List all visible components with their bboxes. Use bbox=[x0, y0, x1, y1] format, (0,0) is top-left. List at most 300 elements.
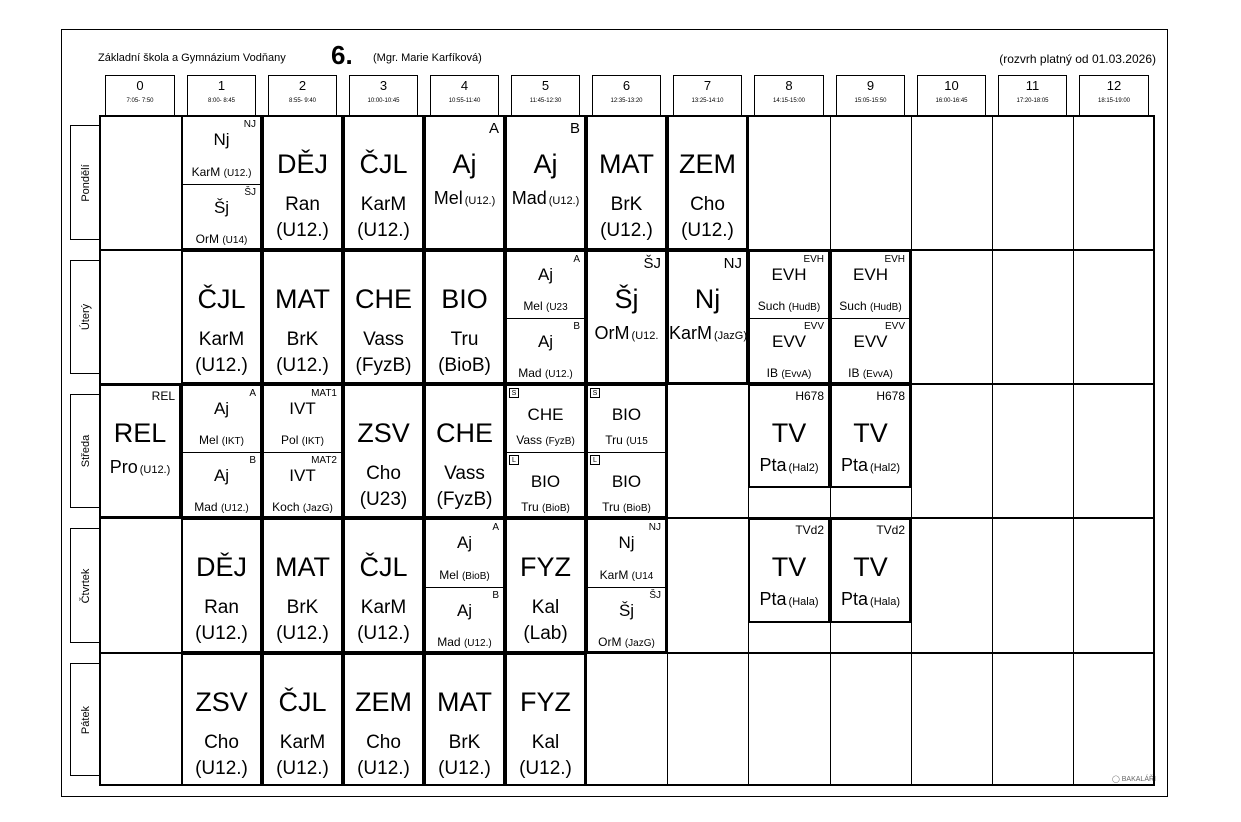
subject: Aj bbox=[213, 466, 230, 485]
room: (BioB) bbox=[542, 503, 570, 514]
room: (U12.) bbox=[519, 758, 572, 779]
lesson-cell[interactable] bbox=[262, 653, 343, 786]
room: (U12.) bbox=[223, 167, 252, 179]
day-name: Úterý bbox=[79, 303, 92, 331]
subject: ZEM bbox=[355, 687, 412, 717]
period-header-10 bbox=[917, 75, 986, 115]
lesson-cell[interactable] bbox=[505, 250, 586, 384]
group-label: TVd2 bbox=[876, 523, 905, 537]
group-label: ŠJ bbox=[244, 186, 256, 198]
group-label: H678 bbox=[795, 389, 824, 403]
lesson-half-top[interactable] bbox=[264, 386, 341, 453]
group-label: A bbox=[573, 254, 580, 265]
lesson-cell[interactable] bbox=[424, 653, 505, 786]
period-header-6 bbox=[592, 75, 661, 115]
period-number: 7 bbox=[703, 78, 712, 93]
teacher: Such bbox=[839, 299, 867, 313]
subject: FYZ bbox=[520, 687, 571, 717]
period-time: 7:05- 7:50 bbox=[126, 98, 154, 104]
lesson-cell[interactable] bbox=[586, 115, 667, 250]
period-number: 4 bbox=[460, 78, 469, 93]
period-number: 10 bbox=[944, 78, 959, 93]
subject: Šj bbox=[614, 284, 639, 314]
period-header-2 bbox=[268, 75, 337, 115]
room: (U12. bbox=[631, 330, 659, 342]
lesson-cell[interactable] bbox=[262, 250, 343, 384]
room: (BioB) bbox=[461, 570, 490, 582]
day-name: Pátek bbox=[79, 705, 92, 734]
grid-vline bbox=[1073, 115, 1074, 786]
grid-vline bbox=[911, 115, 912, 786]
period-number: 3 bbox=[379, 78, 388, 93]
day-name: Čtvrtek bbox=[79, 568, 92, 603]
teacher: OrM bbox=[598, 635, 622, 649]
subject: CHE bbox=[354, 284, 412, 314]
room: (BioB) bbox=[438, 355, 491, 376]
lesson-cell[interactable] bbox=[343, 653, 424, 786]
lesson-cell[interactable] bbox=[586, 250, 667, 384]
subject: TV bbox=[771, 552, 807, 582]
subject: TV bbox=[771, 418, 807, 448]
room: (U12.) bbox=[600, 220, 653, 241]
room: (U14) bbox=[222, 235, 248, 246]
lesson-cell[interactable] bbox=[99, 384, 181, 518]
group-label: A bbox=[488, 120, 499, 137]
period-header-4 bbox=[430, 75, 499, 115]
teacher: Mad bbox=[511, 188, 547, 208]
teacher: Kal bbox=[531, 732, 560, 753]
lesson-half-bot[interactable] bbox=[183, 185, 260, 253]
lesson-half-bot[interactable] bbox=[750, 319, 828, 386]
group-label: EVV bbox=[884, 321, 905, 332]
day-name: Středa bbox=[79, 434, 92, 468]
teacher: KarM bbox=[599, 567, 629, 582]
room: (U12.) bbox=[276, 758, 329, 779]
teacher: Such bbox=[757, 299, 786, 313]
subject: Nj bbox=[213, 130, 230, 149]
lesson-half-top[interactable] bbox=[426, 520, 503, 588]
teacher: KarM bbox=[279, 732, 326, 753]
period-time: 13:25-14:10 bbox=[691, 98, 724, 104]
subject: Aj bbox=[537, 332, 554, 351]
lesson-half-top[interactable] bbox=[750, 252, 828, 319]
room: (IKT) bbox=[221, 436, 244, 447]
group-label: B bbox=[492, 589, 499, 601]
room: (U12.) bbox=[276, 623, 329, 644]
teacher-room bbox=[588, 324, 665, 342]
teacher: Pta bbox=[759, 589, 787, 609]
bakalari-logo: ◯ BAKALÁŘI bbox=[1111, 776, 1156, 783]
period-header-0 bbox=[105, 75, 175, 115]
teacher-room bbox=[588, 569, 665, 582]
teacher-room bbox=[832, 590, 909, 608]
teacher: Pta bbox=[759, 455, 787, 475]
subject: BIO bbox=[611, 472, 642, 491]
subject: CHE bbox=[527, 405, 564, 424]
period-time: 14:15-15:00 bbox=[772, 98, 806, 104]
room: (U12.) bbox=[548, 195, 580, 207]
subject: MAT bbox=[599, 149, 654, 179]
group-label: A bbox=[249, 388, 256, 399]
teacher: BrK bbox=[610, 194, 643, 215]
subject: MAT bbox=[275, 284, 330, 314]
room: (Hala) bbox=[870, 596, 900, 608]
period-number: 8 bbox=[785, 78, 793, 93]
period-time: 18:15-19:00 bbox=[1097, 98, 1131, 104]
lesson-half-top[interactable] bbox=[832, 252, 909, 319]
lesson-half-bot[interactable] bbox=[264, 453, 341, 520]
room: (U12.) bbox=[544, 369, 573, 380]
subject: ČJL bbox=[359, 149, 408, 179]
subject: ZEM bbox=[679, 149, 736, 179]
teacher-room bbox=[832, 456, 909, 474]
teacher-room bbox=[750, 456, 828, 474]
teacher-room bbox=[507, 434, 584, 447]
teacher: Tru bbox=[450, 329, 479, 350]
room: (U12.) bbox=[195, 623, 248, 644]
teacher-room bbox=[507, 300, 584, 313]
lesson-half-bot[interactable] bbox=[832, 319, 909, 386]
period-header-5 bbox=[511, 75, 580, 115]
room: (U12.) bbox=[681, 220, 734, 241]
day-label-3 bbox=[70, 528, 100, 643]
period-number: 11 bbox=[1025, 78, 1040, 93]
room: (Lab) bbox=[523, 623, 568, 644]
group-label: NJ bbox=[648, 522, 661, 533]
teacher-room bbox=[426, 189, 503, 207]
subject: BIO bbox=[530, 472, 561, 491]
lesson-half-bot[interactable] bbox=[507, 453, 584, 520]
room: (Hala) bbox=[788, 596, 819, 608]
subject: Aj bbox=[537, 265, 554, 284]
teacher-room bbox=[507, 501, 584, 514]
group-mark: L bbox=[590, 455, 600, 465]
subject: FYZ bbox=[520, 552, 571, 582]
teacher: OrM bbox=[594, 323, 630, 343]
subject: DĚJ bbox=[195, 552, 247, 582]
lesson-cell[interactable] bbox=[343, 250, 424, 384]
room: (EvvA) bbox=[781, 369, 812, 380]
group-label: EVH bbox=[884, 254, 905, 265]
teacher: KarM bbox=[191, 164, 221, 179]
teacher: KarM bbox=[198, 329, 245, 350]
room: (U12.) bbox=[276, 220, 329, 241]
teacher: Kal bbox=[531, 597, 560, 618]
teacher: Mel bbox=[433, 188, 463, 208]
subject: DĚJ bbox=[276, 149, 328, 179]
teacher: Vass bbox=[363, 329, 404, 350]
room: (U15 bbox=[626, 436, 648, 447]
period-number: 6 bbox=[622, 78, 631, 93]
room: (BioB) bbox=[623, 503, 651, 514]
room: (FyzB) bbox=[355, 355, 412, 376]
teacher: Cho bbox=[204, 732, 239, 753]
lesson-cell[interactable] bbox=[181, 250, 262, 384]
lesson-half-top[interactable] bbox=[588, 520, 665, 588]
group-label: B bbox=[569, 120, 580, 137]
room: (U12.) bbox=[463, 638, 492, 649]
lesson-cell[interactable] bbox=[667, 250, 748, 384]
lesson-cell[interactable] bbox=[424, 384, 505, 518]
day-label-1 bbox=[70, 260, 100, 374]
teacher-room bbox=[264, 434, 341, 447]
grid-vline bbox=[992, 115, 993, 786]
period-time: 10:00-10:45 bbox=[367, 98, 400, 104]
teacher: Mad bbox=[437, 635, 461, 649]
teacher: KarM bbox=[669, 323, 713, 343]
teacher: Mel bbox=[439, 567, 459, 582]
lesson-cell[interactable] bbox=[181, 115, 262, 250]
teacher-room bbox=[507, 367, 584, 380]
teacher: Vass bbox=[516, 433, 542, 447]
subject: Aj bbox=[533, 149, 558, 179]
teacher-room bbox=[183, 166, 260, 179]
room: (U12.) bbox=[438, 758, 491, 779]
room: (U12.) bbox=[195, 355, 248, 376]
period-header-7 bbox=[673, 75, 742, 115]
room: (EvvA) bbox=[862, 369, 893, 380]
room: (U12.) bbox=[139, 464, 171, 476]
lesson-cell[interactable] bbox=[505, 518, 586, 653]
lesson-half-bot[interactable] bbox=[183, 453, 260, 520]
lesson-cell[interactable] bbox=[505, 653, 586, 786]
lesson-cell[interactable] bbox=[181, 653, 262, 786]
group-label: ŠJ bbox=[643, 255, 661, 272]
period-number: 5 bbox=[541, 78, 550, 93]
subject: REL bbox=[113, 418, 167, 448]
lesson-cell[interactable] bbox=[586, 518, 667, 653]
teacher: Pta bbox=[841, 455, 869, 475]
subject: MAT bbox=[275, 552, 330, 582]
validity-date: (rozvrh platný od 01.03.2026) bbox=[999, 52, 1156, 66]
lesson-half-bot[interactable] bbox=[426, 588, 503, 656]
room: (FyzB) bbox=[436, 489, 493, 510]
period-time: 15:05-15:50 bbox=[854, 98, 887, 104]
lesson-half-bot[interactable] bbox=[507, 319, 584, 386]
group-label: NJ bbox=[243, 119, 256, 130]
lesson-half-bot[interactable] bbox=[588, 588, 665, 656]
subject: TV bbox=[853, 552, 888, 582]
period-header-1 bbox=[187, 75, 256, 115]
teacher: Pol bbox=[281, 433, 299, 447]
group-label: B bbox=[573, 321, 580, 332]
lesson-half-bot[interactable] bbox=[588, 453, 665, 520]
subject: Aj bbox=[213, 399, 230, 418]
subject: EVH bbox=[853, 265, 888, 284]
subject: Aj bbox=[456, 533, 473, 552]
subject: BIO bbox=[611, 405, 642, 424]
room: (U12.) bbox=[357, 220, 410, 241]
teacher: BrK bbox=[286, 329, 319, 350]
teacher: Mel bbox=[199, 433, 219, 447]
lesson-cell[interactable] bbox=[181, 518, 262, 653]
lesson-cell[interactable] bbox=[424, 250, 505, 384]
group-label: MAT1 bbox=[311, 388, 337, 399]
teacher-room bbox=[183, 434, 260, 447]
subject: TV bbox=[853, 418, 888, 448]
period-time: 16:00-16:45 bbox=[935, 98, 968, 104]
period-time: 12:35-13:20 bbox=[610, 98, 643, 104]
subject: Nj bbox=[694, 284, 721, 314]
group-label: TVd2 bbox=[795, 523, 824, 537]
group-label: REL bbox=[151, 389, 175, 403]
teacher: Cho bbox=[366, 732, 401, 753]
group-label: MAT2 bbox=[311, 455, 337, 466]
lesson-cell[interactable] bbox=[586, 384, 667, 518]
lesson-cell[interactable] bbox=[424, 518, 505, 653]
subject: EVV bbox=[771, 332, 807, 351]
period-number: 0 bbox=[136, 78, 144, 93]
teacher-room bbox=[588, 434, 665, 447]
period-time: 8:00- 8:45 bbox=[207, 98, 236, 104]
teacher: Mad bbox=[518, 366, 542, 380]
subject: ZSV bbox=[357, 418, 410, 448]
lesson-cell[interactable] bbox=[181, 384, 262, 518]
room: (U23 bbox=[546, 302, 568, 313]
teacher: Tru bbox=[602, 500, 620, 514]
teacher-room bbox=[426, 569, 503, 582]
group-label: H678 bbox=[876, 389, 905, 403]
school-name: Základní škola a Gymnázium Vodňany bbox=[98, 52, 286, 64]
room: (U12.) bbox=[195, 758, 248, 779]
group-mark: L bbox=[509, 455, 519, 465]
lesson-half-top[interactable] bbox=[183, 386, 260, 453]
lesson-half-top[interactable] bbox=[588, 386, 665, 453]
group-label: B bbox=[249, 455, 256, 466]
teacher-room bbox=[507, 189, 584, 207]
group-label: EVV bbox=[803, 321, 824, 332]
teacher: BrK bbox=[448, 732, 481, 753]
teacher-room bbox=[183, 501, 260, 514]
lesson-cell[interactable] bbox=[748, 250, 830, 384]
teacher: Pta bbox=[841, 589, 869, 609]
lesson-cell[interactable] bbox=[262, 115, 343, 250]
teacher-room bbox=[750, 590, 828, 608]
teacher-room bbox=[669, 324, 746, 342]
teacher-room bbox=[101, 458, 179, 476]
room: (JazG) bbox=[714, 330, 748, 342]
period-number: 1 bbox=[217, 78, 226, 93]
day-label-4 bbox=[70, 663, 100, 776]
teacher: Ran bbox=[204, 597, 239, 618]
subject: ČJL bbox=[359, 552, 408, 582]
period-number: 12 bbox=[1106, 78, 1122, 93]
room: (HudB) bbox=[870, 302, 902, 313]
period-header-12 bbox=[1079, 75, 1149, 115]
lesson-cell[interactable] bbox=[830, 518, 911, 623]
room: (IKT) bbox=[301, 436, 324, 447]
lesson-cell[interactable] bbox=[343, 115, 424, 250]
room: (U23) bbox=[359, 489, 408, 510]
teacher: Cho bbox=[366, 463, 401, 484]
subject: Aj bbox=[456, 600, 473, 620]
period-header-9 bbox=[836, 75, 905, 115]
lesson-cell[interactable] bbox=[667, 115, 748, 250]
lesson-cell[interactable] bbox=[343, 384, 424, 518]
room: (Hal2) bbox=[870, 462, 900, 474]
room: (U14 bbox=[631, 570, 654, 582]
teacher-room bbox=[588, 636, 665, 649]
lesson-cell[interactable] bbox=[505, 384, 586, 518]
teacher-room bbox=[183, 233, 260, 246]
teacher-room bbox=[264, 501, 341, 514]
teacher: Cho bbox=[690, 194, 725, 215]
room: (JazG) bbox=[624, 638, 655, 649]
lesson-half-top[interactable] bbox=[183, 117, 260, 185]
period-time: 11:45-12:30 bbox=[529, 98, 562, 104]
subject: IVT bbox=[289, 399, 316, 418]
teacher-room bbox=[588, 501, 665, 514]
room: (FyzB) bbox=[545, 436, 575, 447]
group-label: NJ bbox=[723, 255, 742, 272]
room: (U12.) bbox=[464, 195, 496, 207]
subject: Šj bbox=[213, 197, 230, 217]
subject: BIO bbox=[441, 284, 488, 314]
teacher: Ran bbox=[285, 194, 320, 215]
lesson-cell[interactable] bbox=[262, 384, 343, 518]
group-mark: S bbox=[509, 388, 519, 398]
class-name: 6. bbox=[331, 40, 353, 70]
teacher-room bbox=[832, 367, 909, 380]
lesson-cell[interactable] bbox=[505, 115, 586, 250]
lesson-cell[interactable] bbox=[424, 115, 505, 250]
lesson-cell[interactable] bbox=[748, 384, 830, 488]
subject: ZSV bbox=[195, 687, 248, 717]
teacher-room bbox=[426, 636, 503, 649]
room: (U12.) bbox=[357, 623, 410, 644]
teacher: Vass bbox=[444, 463, 485, 484]
subject: EVV bbox=[853, 332, 888, 351]
day-label-2 bbox=[70, 394, 100, 508]
lesson-cell[interactable] bbox=[830, 250, 911, 384]
period-time: 8:55- 9:40 bbox=[288, 98, 317, 104]
subject: MAT bbox=[437, 687, 492, 717]
lesson-cell[interactable] bbox=[262, 518, 343, 653]
teacher: IB bbox=[848, 366, 860, 380]
teacher: KarM bbox=[360, 597, 407, 618]
teacher: Koch bbox=[272, 500, 300, 514]
lesson-cell[interactable] bbox=[830, 384, 911, 488]
room: (Hal2) bbox=[788, 462, 819, 474]
lesson-half-top[interactable] bbox=[507, 386, 584, 453]
subject: ČJL bbox=[278, 687, 327, 717]
period-number: 9 bbox=[866, 78, 875, 93]
teacher: Pro bbox=[109, 457, 138, 477]
group-mark: S bbox=[590, 388, 600, 398]
subject: Nj bbox=[618, 533, 635, 552]
lesson-half-top[interactable] bbox=[507, 252, 584, 319]
room: (U12.) bbox=[276, 355, 329, 376]
period-header-3 bbox=[349, 75, 418, 115]
teacher: OrM bbox=[195, 232, 219, 246]
period-time: 17:20-18:05 bbox=[1016, 98, 1049, 104]
teacher: BrK bbox=[286, 597, 319, 618]
room: (U12.) bbox=[220, 503, 249, 514]
room: (U12.) bbox=[357, 758, 410, 779]
subject: Aj bbox=[452, 149, 477, 179]
day-label-0 bbox=[70, 125, 100, 240]
lesson-cell[interactable] bbox=[748, 518, 830, 623]
lesson-cell[interactable] bbox=[343, 518, 424, 653]
teacher-room bbox=[832, 300, 909, 313]
teacher-room bbox=[750, 300, 828, 313]
group-label: EVH bbox=[803, 254, 824, 265]
day-name: Pondělí bbox=[79, 163, 92, 202]
teacher-room bbox=[750, 367, 828, 380]
teacher: KarM bbox=[360, 194, 407, 215]
subject: ČJL bbox=[197, 284, 246, 314]
subject: CHE bbox=[435, 418, 493, 448]
